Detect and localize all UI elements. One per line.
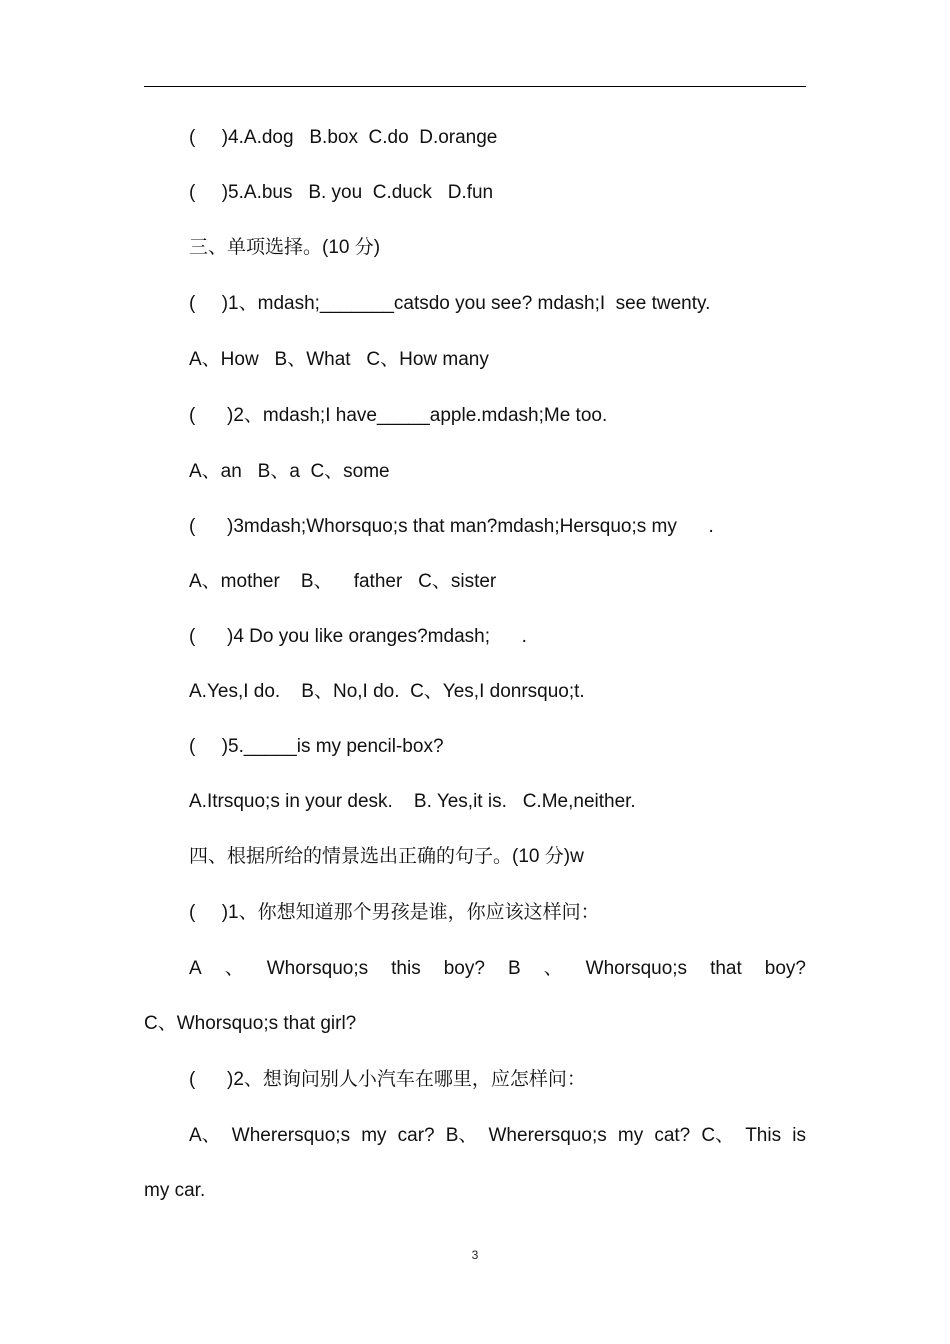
option-text: This [745,1125,782,1146]
option-text: that [710,958,742,979]
option-text: B、 [445,1125,478,1146]
option-text: boy? [764,958,806,979]
option-text: car? [397,1125,435,1146]
answer-options: A、How B、What C、How many [189,349,489,370]
question-line: ( )2、想询问别人小汽车在哪里，应怎样问： [189,1069,586,1090]
option-text: Wherersquo;s [231,1125,351,1146]
option-text: 、 [543,958,563,979]
answer-options: A、an B、a C、some [189,461,390,482]
option-text: A [189,958,202,979]
section-heading: 四、根据所给的情景选出正确的句子。(10 分)w [189,846,584,867]
question-line: ( )5.A.bus B. you C.duck D.fun [189,182,494,203]
option-text: 、 [224,958,244,979]
answer-options [189,1123,806,1149]
option-text: cat? [654,1125,691,1146]
option-text: Whorsquo;s [585,958,688,979]
header-rule [144,86,806,87]
option-text: Whorsquo;s [266,958,369,979]
question-line: ( )5._____is my pencil-box? [189,736,444,757]
option-text: A、 [189,1125,221,1146]
option-text: boy? [443,958,485,979]
option-text: my [617,1125,644,1146]
question-line: ( )1、你想知道那个男孩是谁，你应该这样问： [189,902,600,923]
option-text: this [391,958,421,979]
answer-options: A.Itrsquo;s in your desk. B. Yes,it is. C.Me,neither. [189,791,636,812]
answer-options: A.Yes,I do. B、No,I do. C、Yes,I donrsquo;t. [189,681,585,702]
answer-options: A、mother B、 father C、sister [189,571,497,592]
answer-options-continued: C、Whorsquo;s that girl? [144,1013,357,1034]
option-text: is [792,1125,806,1146]
page-number: 3 [471,1248,479,1262]
section-heading: 三、单项选择。(10 分) [189,237,381,258]
option-text: C、 [701,1125,735,1146]
answer-options [189,956,806,982]
answer-options-continued: my car. [144,1180,206,1201]
question-line: ( )4 Do you like oranges?mdash; . [189,626,527,647]
question-line: ( )2、mdash;I have_____apple.mdash;Me too. [189,405,608,426]
option-text: my [361,1125,387,1146]
question-line: ( )3mdash;Whorsquo;s that man?mdash;Hersquo;s my . [189,516,714,537]
option-text: Wherersquo;s [488,1125,607,1146]
question-line: ( )4.A.dog B.box C.do D.orange [189,127,498,148]
option-text: B [507,958,521,979]
question-line: ( )1、mdash;_______catsdo you see? mdash;I see twenty. [189,293,711,314]
